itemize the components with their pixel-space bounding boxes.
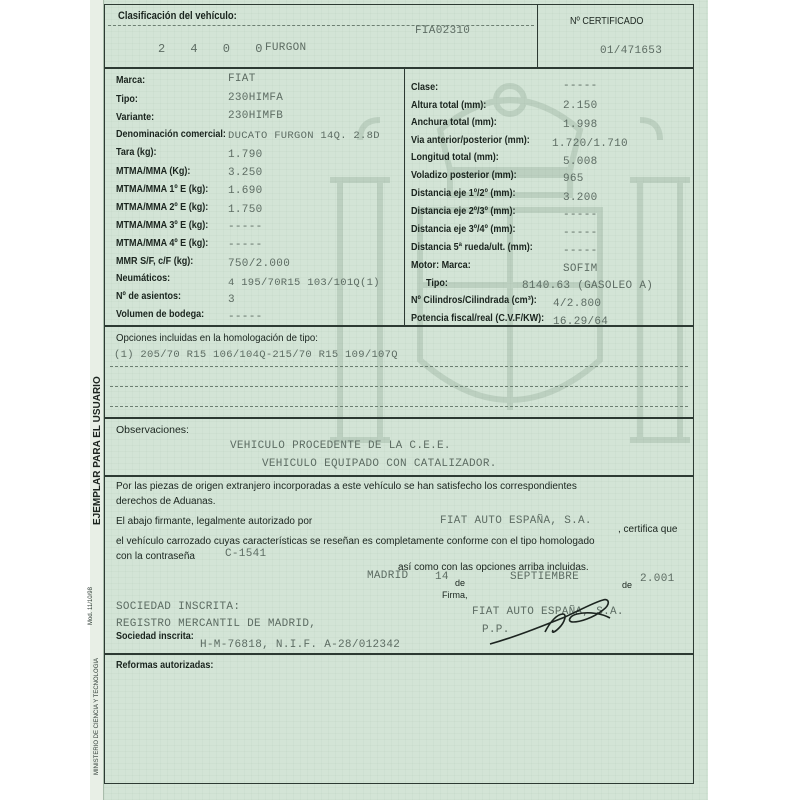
certification-line-1: Por las piezas de origen extranjero incorporadas a este vehículo se han satisfecho los correspondientes <box>116 481 577 492</box>
classification-label: Clasificación del vehículo: <box>118 10 237 22</box>
field-value: ----- <box>228 239 263 251</box>
field-value: 1.790 <box>228 149 263 161</box>
field-label: Potencia fiscal/real (C.V.F/KW): <box>411 312 545 324</box>
field-label: Volumen de bodega: <box>116 308 205 320</box>
field-value: 965 <box>563 173 584 185</box>
field-label: Clase: <box>411 81 439 93</box>
company-line-3: H-M-76818, N.I.F. A-28/012342 <box>200 639 401 651</box>
observations-label: Observaciones: <box>116 424 189 436</box>
field-label: Tara (kg): <box>116 146 157 158</box>
company-name: FIAT AUTO ESPAÑA, S.A. <box>440 515 592 527</box>
field-label: MTMA/MMA 1º E (kg): <box>116 183 209 195</box>
field-value: 1.750 <box>228 204 263 216</box>
field-value: 750/2.000 <box>228 258 291 270</box>
field-value: 5.008 <box>563 156 598 168</box>
field-value: 230HIMFB <box>228 110 284 122</box>
field-value: ----- <box>563 209 598 221</box>
field-label: Distancia 5ª rueda/ult. (mm): <box>411 241 533 253</box>
contrasena-value: C-1541 <box>225 548 267 560</box>
certificate-paper <box>90 0 708 800</box>
field-label: Longitud total (mm): <box>411 151 499 163</box>
field-label: Neumáticos: <box>116 272 171 284</box>
company-label: Sociedad inscrita: <box>116 630 194 642</box>
field-label: Variante: <box>116 111 155 123</box>
copy-type-label: EJEMPLAR PARA EL USUARIO <box>92 376 103 525</box>
date-city: MADRID <box>367 570 409 582</box>
field-label: Marca: <box>116 74 146 86</box>
field-value: 16.29/64 <box>553 316 609 328</box>
field-value: ----- <box>228 221 263 233</box>
company-line-2: REGISTRO MERCANTIL DE MADRID, <box>116 618 317 630</box>
field-label: MMR S/F, c/F (kg): <box>116 255 194 267</box>
reforms-box <box>104 654 694 784</box>
certification-line-3a: El abajo firmante, legalmente autorizado por <box>116 516 313 527</box>
options-label: Opciones incluidas en la homologación de tipo: <box>116 332 318 344</box>
company-line-1: SOCIEDAD INSCRITA: <box>116 601 241 613</box>
observations-line-1: VEHICULO PROCEDENTE DE LA C.E.E. <box>230 440 451 452</box>
classification-type: FURGON <box>265 42 307 54</box>
date-de-1: de <box>455 578 466 588</box>
field-value: 4 195/70R15 103/101Q(1) <box>228 277 380 289</box>
field-label: Distancia eje 3º/4º (mm): <box>411 223 516 235</box>
homologation-code: FIA02310 <box>415 25 471 37</box>
field-label: Via anterior/posterior (mm): <box>411 134 530 146</box>
field-value: 230HIMFA <box>228 92 284 104</box>
field-value: 1.998 <box>563 119 598 131</box>
field-label: Motor: Marca: <box>411 259 471 271</box>
field-value: FIAT <box>228 73 256 85</box>
options-line-1: (1) 205/70 R15 106/104Q-215/70 R15 109/107Q <box>114 349 398 361</box>
date-month: SEPTIEMBRE <box>510 571 580 583</box>
field-value: ----- <box>228 311 263 323</box>
field-label: MTMA/MMA (Kg): <box>116 165 191 177</box>
field-label: Distancia eje 2º/3º (mm): <box>411 205 516 217</box>
certification-line-2: derechos de Aduanas. <box>116 496 216 507</box>
field-label: Tipo: <box>116 93 138 105</box>
form-frame <box>104 0 695 800</box>
field-label: MTMA/MMA 2º E (kg): <box>116 201 209 213</box>
date-year: 2.001 <box>640 573 675 585</box>
classification-value: 2 4 0 0 <box>158 42 272 56</box>
field-value: SOFIM <box>563 263 598 275</box>
field-value: 3.250 <box>228 167 263 179</box>
field-value: 4/2.800 <box>553 298 602 310</box>
field-label: Altura total (mm): <box>411 99 487 111</box>
handwritten-signature-icon <box>485 592 625 652</box>
field-label: Nº Cilindros/Cilindrada (cm³): <box>411 294 537 306</box>
field-value: 3.200 <box>563 192 598 204</box>
reforms-label: Reformas autorizadas: <box>116 659 214 671</box>
form-model-label: Mod. 11/10/98 <box>88 587 94 625</box>
certificate-label: Nº CERTIFICADO <box>570 15 644 27</box>
field-value: 3 <box>228 294 235 306</box>
field-label: Denominación comercial: <box>116 128 226 140</box>
signer-company: FIAT AUTO ESPAÑA, S.A. <box>472 606 624 618</box>
field-label: Voladizo posterior (mm): <box>411 169 517 181</box>
date-day: 14 <box>435 571 449 583</box>
field-value: 2.150 <box>563 100 598 112</box>
field-label: Distancia eje 1º/2º (mm): <box>411 187 516 199</box>
certificate-number: 01/471653 <box>600 45 663 57</box>
observations-line-2: VEHICULO EQUIPADO CON CATALIZADOR. <box>262 458 497 470</box>
field-value: ----- <box>563 245 598 257</box>
certification-line-3b: , certifica que <box>618 524 678 535</box>
field-value: ----- <box>563 227 598 239</box>
field-label: Anchura total (mm): <box>411 116 497 128</box>
signature-label: Firma, <box>442 590 468 600</box>
field-value: 8140.63 (GASOLEO A) <box>522 280 654 292</box>
field-value: ----- <box>563 80 598 92</box>
certification-line-4: el vehículo carrozado cuyas características se reseñan es completamente conforme con el tipo homologado <box>116 536 595 547</box>
certification-line-6: así como con las opciones arriba incluidas. <box>398 562 589 573</box>
field-value: 1.720/1.710 <box>552 138 628 150</box>
field-label: MTMA/MMA 3º E (kg): <box>116 219 209 231</box>
field-value: DUCATO FURGON 14Q. 2.8D <box>228 130 380 142</box>
signer-pp: P.P. <box>482 624 510 636</box>
date-de-2: de <box>622 580 633 590</box>
certification-line-5: con la contraseña <box>116 551 195 562</box>
field-value: 1.690 <box>228 185 263 197</box>
field-label: Tipo: <box>426 277 448 289</box>
ministry-label: MINISTERIO DE CIENCIA Y TECNOLOGIA <box>94 657 100 775</box>
field-label: Nº de asientos: <box>116 290 182 302</box>
field-label: MTMA/MMA 4º E (kg): <box>116 237 209 249</box>
